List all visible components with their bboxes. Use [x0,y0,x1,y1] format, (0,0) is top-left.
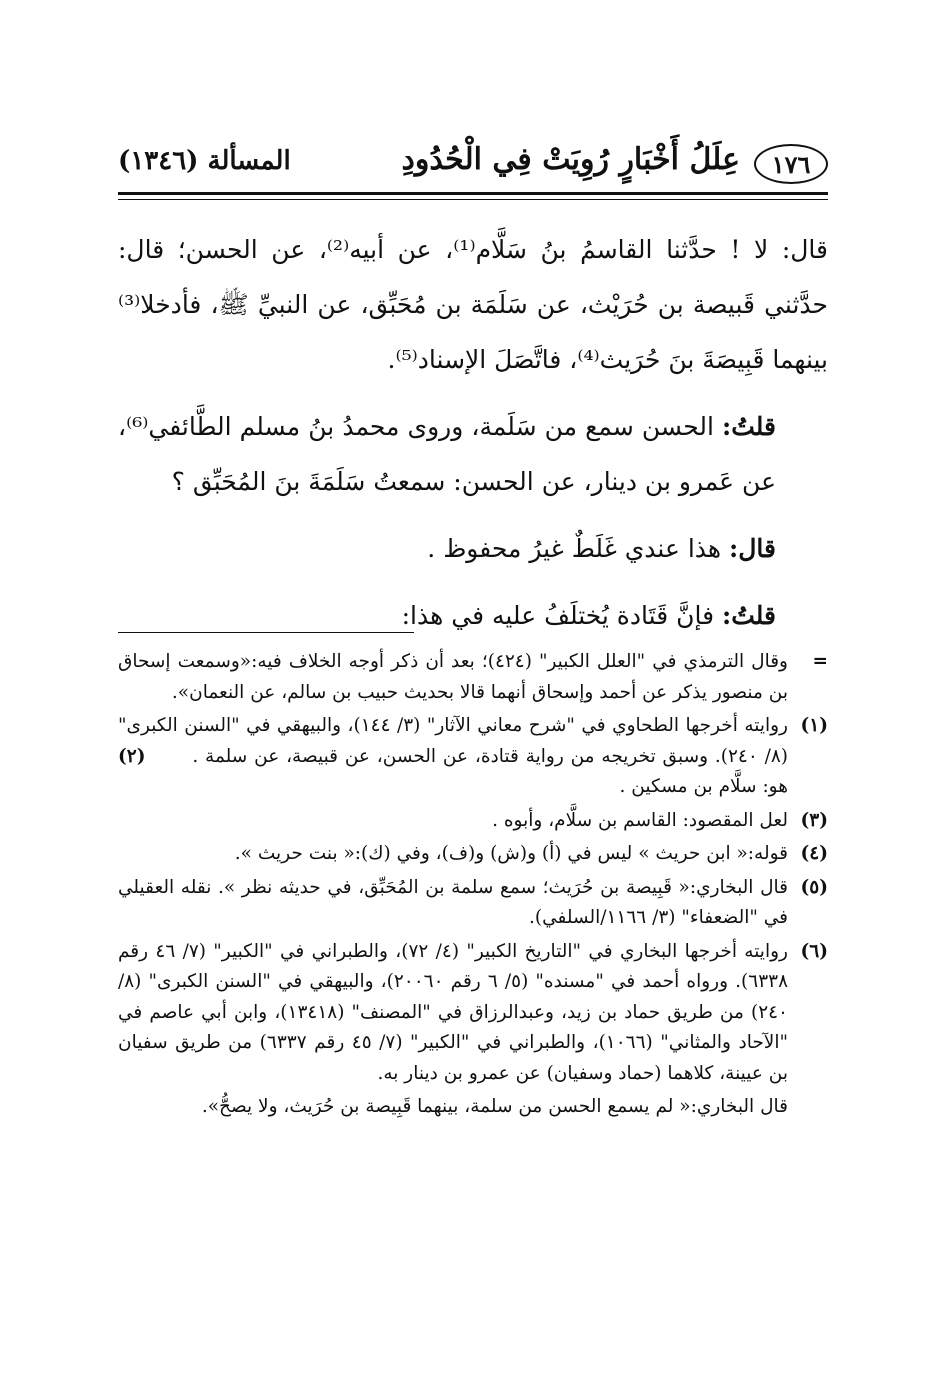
footnote [118,937,828,1090]
footnote-body [118,711,788,803]
footnote [118,711,828,803]
paragraph-lead: قلتُ: [721,412,776,441]
footnote-text: قال البخاري:« قَبِيصة بن حُرَيث؛ سمع سلمة بن المُحَبِّق، في حديثه نظر ». نقله العقيلي في "الضعفاء" (٣/ ١١٦٦/السلفي). [118,876,788,928]
header-rule-thick [118,192,828,195]
footnote-mark: (٤) [800,843,828,864]
paragraph-text: هذا عندي غَلَطٌ غيرُ محفوظ . [427,534,730,563]
paragraph [118,399,828,509]
footnote [118,806,828,837]
footnote-mark: (٥) [800,876,828,898]
footnotes [118,647,828,1123]
footnote [118,873,828,934]
page-number-text: ١٧٦ [771,149,811,179]
main-text [118,222,828,655]
footnote-separator [118,632,414,633]
page-number [754,144,828,184]
footnote-mark: (٦) [800,940,828,962]
page [118,142,828,1117]
footnote-text: روايته أخرجها الطحاوي في "شرح معاني الآثار" (٣/ ١٤٤)، والبيهقي في "السنن الكبرى" (٨/ ٢٤٠). وسبق تخريجه من رواية قتادة، عن الحسن، عن قبيصة، عن سلمة . [118,715,788,767]
footnote [118,647,828,708]
paragraph-text: الحسن سمع من سَلَمة، وروى محمدُ بنُ مسلم الطَّائفي⁽⁶⁾، عن عَمرو بن دينار، عن الحسن: سمعتُ سَلَمَةَ بنَ المُحَبِّق ؟ [118,412,776,496]
page-header [118,142,828,190]
footnote-text: روايته أخرجها البخاري في "التاريخ الكبير" (٤/ ٧٢)، والطبراني في "الكبير" (٧/ ٤٦ رقم ٦٣٣٨). ورواه أحمد في "مسنده" (٥/ ٦ رقم ٢٠٠٦٠)، والبيهقي في "السنن الكبرى" (٨/ ٢٤٠) من طريق حماد بن زيد، وعبدالرزاق في "المصنف" (١٣٤١٨)، وابن أبي عاصم في "الآحاد والمثاني" (١٠٦٦)، والطبراني في "الكبير" (٧/ ٤٥ رقم ٦٣٣٧) من طريق سفيان بن عيينة، كلاهما (حماد وسفيان) عن عمرو بن دينار به. [118,940,789,1084]
footnote-text: قوله:« ابن حريث » ليس في (أ) و(ش) و(ف)، وفي (ك):« بنت حريث ». [234,843,788,864]
footnote-text: لعل المقصود: القاسم بن سلَّام، وأبوه . [492,809,788,831]
footnote-mark: (١) [800,715,828,736]
footnote-mark: = [812,651,828,672]
footnote-mark: (٣) [800,809,828,831]
paragraph-text: قال: لا ! حدَّثنا القاسمُ بنُ سَلَّام⁽¹⁾، عن أبيه⁽²⁾، عن الحسن؛ قال: حدَّثني قَبيصة بن حُرَيْث، عن سَلَمَة بن مُحَبِّق، عن النبيِّ ﷺ، فأدخلا⁽³⁾ بينهما قَبِيصَةَ بنَ حُرَيث⁽⁴⁾، فاتَّصَلَ الإسناد⁽⁵⁾. [118,235,828,374]
paragraph-lead: قلتُ: [721,601,776,630]
paragraph [118,222,828,387]
footnote-text: وقال الترمذي في "العلل الكبير" (٤٢٤)؛ بعد أن ذكر أوجه الخلاف فيه:«وسمعت إسحاق بن منصور يذكر عن أحمد وإسحاق أنهما قالا بحديث حبيب بن سالم، عن النعمان». [118,651,788,703]
footnote-inline-mark: (٢) [118,745,146,767]
footnote-inline-text: هو: سلَّام بن مسكين . [619,776,788,797]
header-rule-thin [118,199,828,200]
footnote-continuation: قال البخاري:« لم يسمع الحسن من سلمة، بينهما قَبِيصة بن حُرَيث، ولا يصحُّ». [201,1096,788,1117]
section-title: المسألة (١٣٤٦) [118,146,291,176]
paragraph-lead: قال: [729,534,776,563]
footnote [118,839,828,870]
paragraph [118,521,828,576]
paragraph-text: فإنَّ قَتَادة يُختلَفُ عليه في هذا: [401,601,722,630]
book-title: عِلَلُ أَخْبَارٍ رُوِيَتْ فِي الْحُدُودِ [401,142,740,177]
paragraph [118,588,828,643]
